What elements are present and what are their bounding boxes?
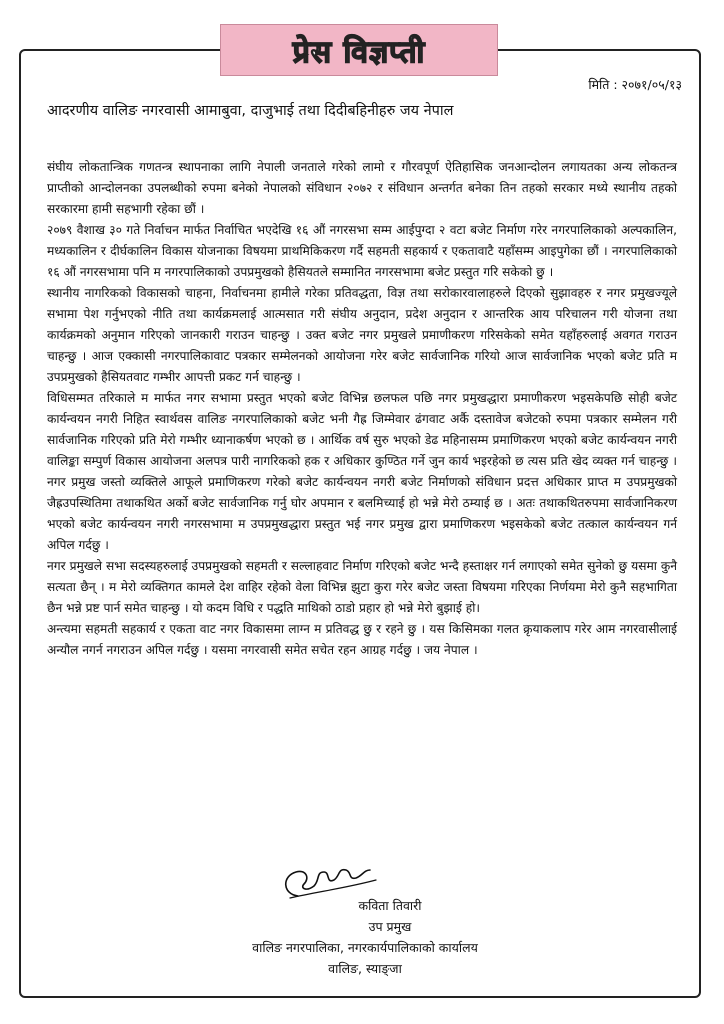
signature-block — [200, 895, 530, 979]
signatory-name: कविता तिवारी — [358, 898, 422, 913]
paragraph-3: स्थानीय नागरिकको विकासको चाहना, निर्वाचनमा हामीले गरेका प्रतिवद्धता, विज्ञ तथा सरोकारवालाहरुले दिएको सुझावहरु र नगर प्रमुखज्यूले सभामा पेश गर्नुभएको नीति तथा कार्यक्रमलाई आत्मसात गरी संघीय अनुदान, प्रदेश अनुदान र आन्तरिक आय परिचालन गरी योजना तथा कार्यक्रमको अनुमान गरिएको जानकारी गराउन चाहन्छु । उक्त बजेट नगर प्रमुखले प्रमाणीकरण गरिसकेको समेत यहाँहरुलाई अवगत गराउन चाहन्छु । आज एक्कासी नगरपालिकावाट पत्रकार सम्मेलनको आयोजना गरेर बजेट सार्वजानिक गरियो आज सार्वजानिक भएको बजेट प्रति म उपप्रमुखको हैसियतवाट गम्भीर आपत्ती प्रकट गर्न चाहन्छु । — [47, 286, 677, 384]
signatory-office: वालिङ नगरपालिका, नगरकार्यपालिकाको कार्यालय — [252, 940, 478, 955]
signatory-title: उप प्रमुख — [368, 919, 412, 934]
date-line: मिति : २०७१/०५/१३ — [588, 77, 682, 92]
paragraph-6: अन्त्यमा सहमती सहकार्य र एकता वाट नगर विकासमा लाग्न म प्रतिवद्ध छु र रहने छु । यस किसिमका गलत क्रृयाकलाप गरेर आम नगरवासीलाई अन्यौल नगर्न नगराउन अपिल गर्दछु । यसमा नगरवासी समेत सचेत रहन आग्रह गर्दछु । जय नेपाल । — [47, 622, 677, 657]
signatory-address: वालिङ, स्याङ्जा — [328, 961, 402, 976]
press-release-body — [47, 157, 677, 661]
page-title: प्रेस विज्ञप्ती — [292, 34, 426, 70]
paragraph-5: नगर प्रमुखले सभा सदस्यहरुलाई उपप्रमुखको सहमती र सल्लाहवाट निर्माण गरिएको बजेट भन्दै हस्ताक्षर गर्न लगाएको समेत सुनेको छु यसमा कुनै सत्यता छैन् । म मेरो व्यक्तिगत कामले देश वाहिर रहेको वेला विभिन्न झुटा कुरा गरेर बजेट जस्ता विषयमा गरिएका निर्णयमा मेरो कुनै सहभागिता छैन भन्ने प्रष्ट पार्न समेत चाहन्छु । यो कदम विधि र पद्धति माथिको ठाडो प्रहार हो भन्ने मेरो बुझाई हो। — [47, 559, 677, 615]
paragraph-4: विधिसम्मत तरिकाले म मार्फत नगर सभामा प्रस्तुत भएको बजेट विभिन्न छलफल पछि नगर प्रमुखद्धारा प्रमाणीकरण भइसकेपछि सोही बजेट कार्यन्वयन नगरी निहित स्वार्थवस वालिङ नगरपालिकाको बजेट भनी गैह्र जिम्मेवार ढंगवाट अर्कै दस्तावेज बजेटको रुपमा पत्रकार सम्मेलन गरी सार्वजानिक गरिएको प्रति मेरो गम्भीर ध्यानाकर्षण भएको छ । आर्थिक वर्ष सुरु भएको डेढ महिनासम्म प्रमाणिकरण भएको बजेट कार्यन्वयन नगरी वालिङ्का सम्पुर्ण विकास आयोजना अलपत्र पारी नागरिकको हक र अधिकार कुण्ठित गर्ने जुन कार्य भइरहेको छ त्यस प्रति खेद व्यक्त गर्न चाहन्छु । नगर प्रमुख जस्तो व्यक्तिले आफूले प्रमाणिकरण गरेको बजेट कार्यन्वयन नगरी बजेट निर्माणको संविधान प्रदत्त अधिकार प्राप्त म उपप्रमुखको जैह्रउपस्थितिमा तथाकथित अर्को बजेट सार्वजानिक गर्नु घोर अपमान र बलमिच्याई हो भन्ने मेरो ठम्याई छ । अतः तथाकथितरुपमा सार्वजानिकरण भएको बजेट कार्यन्वयन नगरी नगरसभामा म उपप्रमुखद्धारा प्रस्तुत भई नगर प्रमुख द्वारा प्रमाणिकरण भइसकेको बजेट तत्काल कार्यन्वयन गर्न अपिल गर्दछु । — [47, 391, 677, 552]
greeting: आदरणीय वालिङ नगरवासी आमाबुवा, दाजुभाई तथा दिदीबहिनीहरु जय नेपाल — [47, 103, 454, 119]
title-banner — [220, 24, 498, 76]
paragraph-2: २०७९ वैशाख ३० गते निर्वाचन मार्फत निर्वाचित भएदेखि १६ औं नगरसभा सम्म आईपुग्दा २ वटा बजेट निर्माण गरेर नगरपालिकाको अल्पकालिन, मध्यकालिन र दीर्घकालिन विकास योजनाका विषयमा प्राथमिकिकरण गर्दै सहमती सहकार्य र एकतावाटै यहाँसम्म आइपुगेका छौं । नगरपालिकाको १६ औं नगरसभामा पनि म नगरपालिकाको उपप्रमुखको हैसियतले सम्मानित नगरसभामा बजेट प्रस्तुत गरि सकेको छु । — [47, 223, 677, 279]
paragraph-1: संघीय लोकतान्त्रिक गणतन्त्र स्थापनाका लागि नेपाली जनताले गरेको लामो र गौरवपूर्ण ऐतिहासिक जनआन्दोलन लगायतका अन्य लोकतन्त्र प्राप्तीको आन्दोलनका उपलब्धीको रुपमा बनेको नेपालको संविधान २०७२ र संविधान अन्तर्गत बनेका तिन तहको सरकार मध्ये स्थानीय तहको सरकारमा हामी सहभागी रहेका छौं । — [47, 160, 677, 216]
